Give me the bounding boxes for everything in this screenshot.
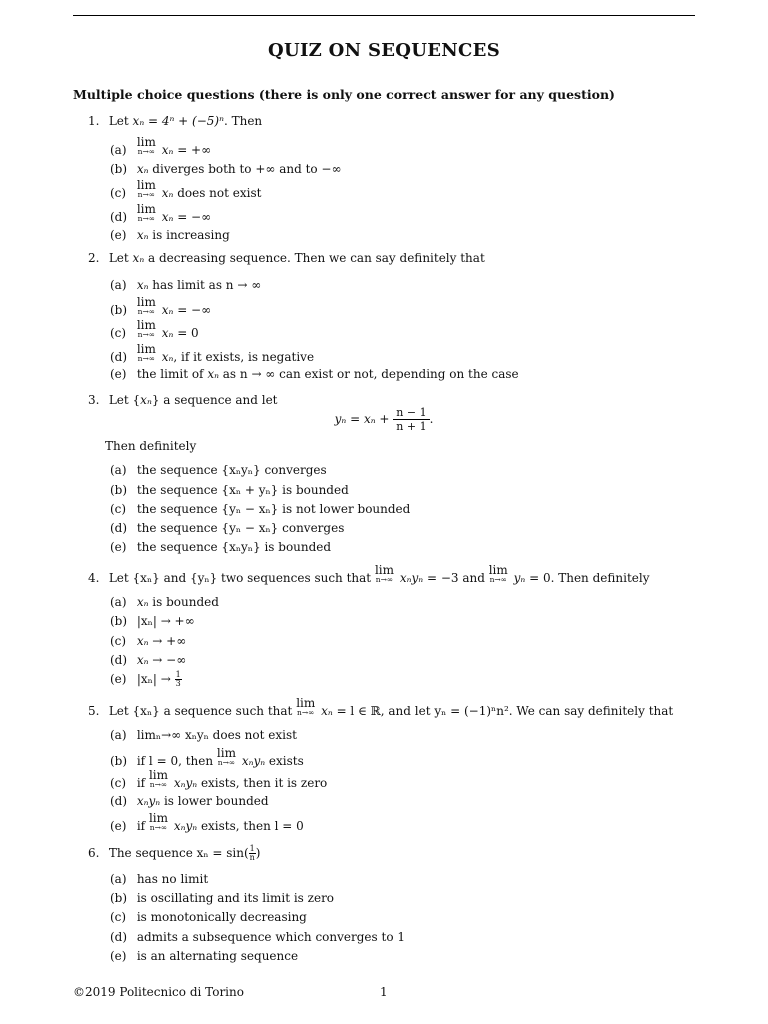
fraction: $\frac{1}{n}$ (249, 844, 255, 862)
q2-option-d: (d) lim n→∞ xₙ, if it exists, is negative (110, 342, 315, 364)
q1-option-e: (e) xₙ is increasing (110, 228, 230, 242)
question-3-then: Then definitely (105, 439, 197, 453)
q5-option-e: (e) if lim n→∞ xₙyₙ exists, then l = 0 (110, 811, 304, 833)
display-equation: yₙ = xₙ + $\frac{n - 1}{n + 1}$ . (334, 406, 434, 433)
q6-option-e: (e) is an alternating sequence (110, 949, 299, 963)
section-heading: Multiple choice questions (there is only one correct answer for any question) (73, 87, 615, 102)
question-number: 6. (88, 846, 100, 860)
q4-option-c: (c) xₙ → +∞ (110, 634, 187, 648)
question-2: 2. Let xₙ a decreasing sequence. Then we can say definitely that (88, 251, 485, 265)
limit-operator: lim n→∞ (136, 178, 156, 199)
limit-operator: lim n→∞ (136, 202, 156, 223)
question-number: 3. (88, 393, 100, 407)
limit-operator: lim n→∞ (296, 696, 316, 717)
limit-operator: lim n→∞ (136, 318, 156, 339)
page-title: QUIZ ON SEQUENCES (267, 40, 501, 61)
q1-option-b: (b) xₙ diverges both to +∞ and to −∞ (110, 162, 342, 176)
q2-option-b: (b) lim n→∞ xₙ = −∞ (110, 295, 212, 317)
question-3: 3. Let {xₙ} a sequence and let (88, 393, 278, 407)
q2-option-a: (a) xₙ has limit as n → ∞ (110, 278, 262, 292)
q3-option-d: (d) the sequence {yₙ − xₙ} converges (110, 521, 345, 535)
question-5: 5. Let {xₙ} a sequence such that lim n→∞ xₙ = l ∈ ℝ, and let yₙ = (−1)ⁿn². We can say definitely that (88, 696, 674, 718)
q4-option-a: (a) xₙ is bounded (110, 595, 219, 609)
limit-operator: lim n→∞ (136, 342, 156, 363)
q1-option-a: (a) lim n→∞ xₙ = +∞ (110, 135, 212, 157)
q3-option-c: (c) the sequence {yₙ − xₙ} is not lower bounded (110, 502, 411, 516)
question-text: Let (108, 114, 133, 128)
question-4: 4. Let {xₙ} and {yₙ} two sequences such that lim n→∞ xₙyₙ = −3 and lim n→∞ yₙ = 0. Then definitely (88, 563, 650, 585)
math-expression: xₙ = 4ⁿ + (−5)ⁿ (132, 114, 224, 128)
q3-option-a: (a) the sequence {xₙyₙ} converges (110, 463, 327, 477)
limit-operator: lim n→∞ (216, 746, 236, 767)
q5-option-d: (d) xₙyₙ is lower bounded (110, 794, 269, 808)
q6-option-d: (d) admits a subsequence which converges to 1 (110, 930, 405, 944)
q5-option-c: (c) if lim n→∞ xₙyₙ exists, then it is zero (110, 768, 328, 790)
q6-option-c: (c) is monotonically decreasing (110, 910, 307, 924)
q2-option-e: (e) the limit of xₙ as n → ∞ can exist or not, depending on the case (110, 367, 519, 381)
header-rule (73, 15, 695, 16)
question-6: 6. The sequence xₙ = sin( $\frac{1}{n}$) (88, 844, 261, 862)
limit-operator: lim n→∞ (374, 563, 395, 584)
q4-option-b: (b) |xₙ| → +∞ (110, 614, 195, 628)
q1-option-d: (d) lim n→∞ xₙ = −∞ (110, 202, 212, 224)
q3-option-b: (b) the sequence {xₙ + yₙ} is bounded (110, 483, 349, 497)
footer-copyright: ©2019 Politecnico di Torino (73, 985, 244, 999)
q6-option-b: (b) is oscillating and its limit is zero (110, 891, 335, 905)
limit-operator: lim n→∞ (148, 811, 168, 832)
q5-option-b: (b) if l = 0, then lim n→∞ xₙyₙ exists (110, 746, 304, 768)
limit-operator: lim n→∞ (488, 563, 508, 584)
q3-option-e: (e) the sequence {xₙyₙ} is bounded (110, 540, 332, 554)
question-number: 1. (88, 114, 100, 128)
question-number: 5. (88, 704, 100, 718)
q1-option-c: (c) lim n→∞ xₙ does not exist (110, 178, 262, 200)
q4-option-d: (d) xₙ → −∞ (110, 653, 187, 667)
question-1 (88, 114, 688, 128)
limit-operator: lim n→∞ (136, 295, 156, 316)
page-number: 1 (380, 985, 388, 999)
question-number: 4. (88, 571, 100, 585)
q4-option-e: (e) |xₙ| → $\frac{1}{3}$ (110, 670, 181, 688)
limit-operator: lim n→∞ (148, 768, 168, 789)
question-text: . Then (223, 114, 263, 128)
q6-option-a: (a) has no limit (110, 872, 209, 886)
fraction: $\frac{n - 1}{n + 1}$ (393, 406, 429, 433)
limit-operator: lim n→∞ (136, 135, 156, 156)
q2-option-c: (c) lim n→∞ xₙ = 0 (110, 318, 199, 340)
q5-option-a: (a) limₙ→∞ xₙyₙ does not exist (110, 728, 297, 742)
question-number: 2. (88, 251, 100, 265)
fraction: $\frac{1}{3}$ (175, 670, 181, 688)
